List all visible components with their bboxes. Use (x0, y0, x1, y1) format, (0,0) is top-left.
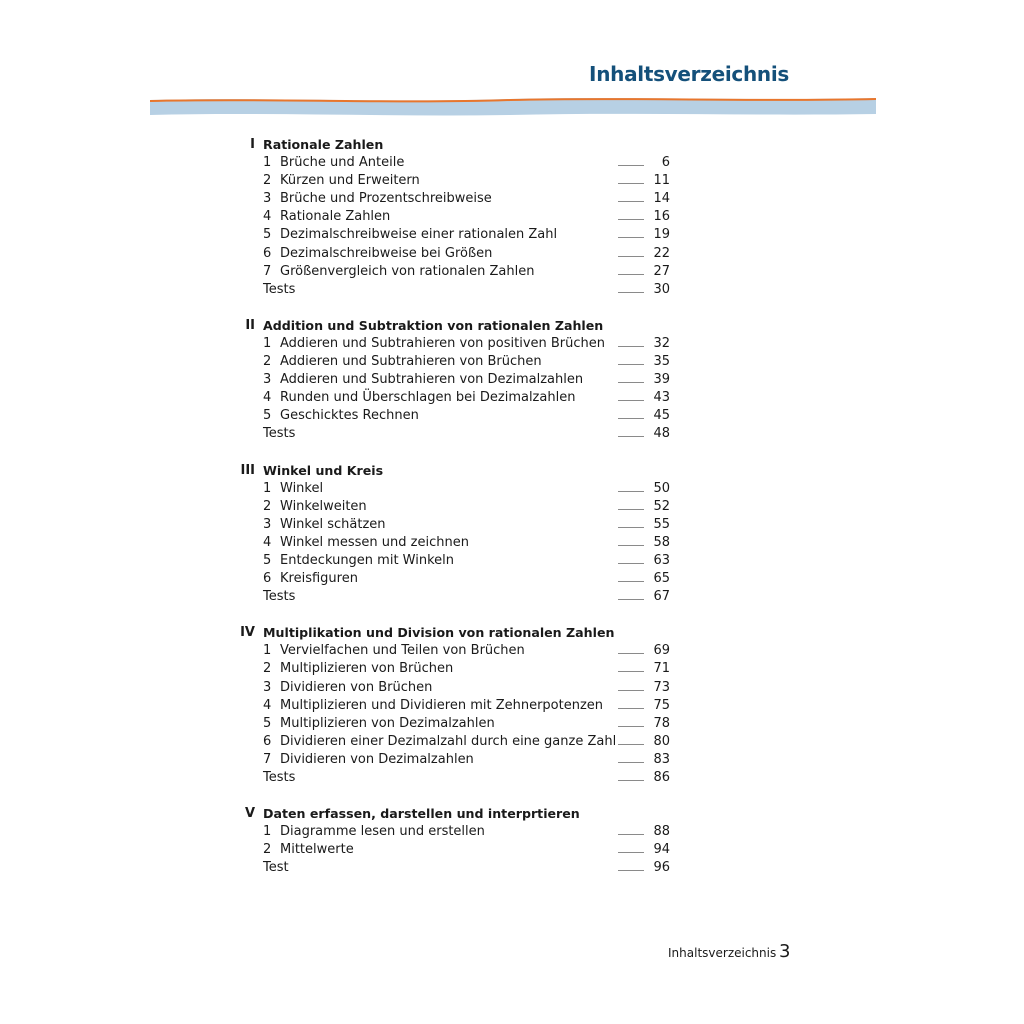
chapter-number: V (244, 806, 255, 822)
leader-line (618, 545, 644, 546)
chapter-number: II (245, 317, 255, 333)
toc-entry[interactable] (230, 480, 690, 498)
entry-label: Test (263, 860, 289, 876)
entry-number: 5 (263, 715, 272, 731)
toc-entry[interactable] (230, 660, 690, 678)
entry-page: 58 (653, 534, 670, 550)
entry-number: 6 (263, 571, 272, 587)
entry-page: 69 (653, 643, 670, 659)
toc-entry[interactable] (230, 154, 690, 172)
entry-number: 2 (263, 173, 272, 189)
entry-number: 2 (263, 498, 272, 514)
entry-label: Addieren und Subtrahieren von Dezimalzahlen (280, 372, 584, 388)
toc-entry[interactable] (230, 733, 690, 751)
entry-label: Kreisfiguren (280, 571, 358, 587)
toc-entry[interactable] (230, 841, 690, 859)
entry-page: 52 (653, 498, 670, 514)
entry-number: 5 (263, 227, 272, 243)
toc-entry[interactable] (230, 226, 690, 244)
chapter-title: Addition und Subtraktion von rationalen Zahlen (263, 317, 604, 333)
entry-label: Winkel schätzen (280, 516, 386, 532)
entry-label: Tests (263, 770, 296, 785)
leader-line (618, 183, 644, 184)
toc-entry[interactable] (230, 679, 690, 697)
entry-label: Größenvergleich von rationalen Zahlen (280, 263, 535, 279)
chapter-heading[interactable] (230, 624, 690, 642)
entry-page: 19 (653, 227, 670, 243)
chapter-title: Daten erfassen, darstellen und interprtieren (263, 806, 580, 822)
entry-label: Vervielfachen und Teilen von Brüchen (280, 643, 525, 659)
toc-entry[interactable] (230, 516, 690, 534)
entry-number: 3 (263, 679, 272, 695)
entry-label: Brüche und Prozentschreibweise (280, 191, 492, 207)
entry-number: 4 (263, 209, 272, 225)
leader-line (618, 418, 644, 419)
leader-line (618, 762, 644, 763)
entry-page: 43 (653, 390, 670, 406)
entry-number: 5 (263, 408, 272, 424)
toc-entry[interactable] (230, 552, 690, 570)
entry-page: 45 (653, 408, 670, 424)
entry-page: 88 (653, 824, 670, 840)
chapter-5 (230, 805, 690, 877)
entry-label: Tests (263, 281, 296, 297)
entry-label: Dezimalschreibweise einer rationalen Zahl (280, 227, 558, 243)
chapter-title: Rationale Zahlen (263, 137, 384, 152)
entry-label: Winkelweiten (280, 498, 367, 514)
entry-number: 1 (263, 643, 272, 659)
leader-line (618, 400, 644, 401)
leader-line (618, 690, 644, 691)
entry-page: 11 (653, 173, 670, 189)
entry-label: Rationale Zahlen (280, 209, 391, 225)
entry-label: Multiplizieren von Dezimalzahlen (280, 715, 495, 731)
leader-line (618, 671, 644, 672)
toc-entry[interactable] (230, 642, 690, 660)
toc-entry[interactable] (230, 570, 690, 588)
entry-label: Runden und Überschlagen bei Dezimalzahlen (280, 390, 576, 406)
toc-entry-tests[interactable] (230, 588, 690, 606)
toc-entry[interactable] (230, 335, 690, 353)
entry-page: 94 (653, 842, 670, 858)
entry-number: 6 (263, 245, 272, 261)
entry-number: 2 (263, 842, 272, 858)
toc-entry[interactable] (230, 353, 690, 371)
entry-number: 1 (263, 335, 272, 351)
leader-line (618, 346, 644, 347)
entry-number: 7 (263, 263, 272, 279)
toc-entry[interactable] (230, 190, 690, 208)
entry-page: 55 (653, 516, 670, 532)
toc-entry[interactable] (230, 371, 690, 389)
entry-label: Dividieren von Brüchen (280, 679, 433, 695)
footer-page-number: 3 (779, 941, 791, 962)
header-wave-band (150, 94, 876, 118)
entry-page: 86 (653, 770, 670, 785)
entry-label: Dividieren von Dezimalzahlen (280, 751, 474, 767)
entry-label: Mittelwerte (280, 842, 354, 858)
toc-entry[interactable] (230, 172, 690, 190)
entry-page: 75 (653, 697, 670, 713)
toc-entry[interactable] (230, 751, 690, 769)
entry-number: 3 (263, 516, 272, 532)
entry-label: Diagramme lesen und erstellen (280, 824, 485, 840)
entry-number: 5 (263, 552, 272, 568)
entry-page: 48 (653, 426, 670, 442)
entry-page: 73 (653, 679, 670, 695)
entry-number: 3 (263, 372, 272, 388)
toc-entry[interactable] (230, 498, 690, 516)
chapter-heading[interactable] (230, 462, 690, 480)
leader-line (618, 237, 644, 238)
chapter-heading[interactable] (230, 136, 690, 154)
toc-entry[interactable] (230, 263, 690, 281)
toc-entry-tests[interactable] (230, 281, 690, 299)
leader-line (618, 780, 644, 781)
leader-line (618, 726, 644, 727)
chapter-number: I (250, 137, 255, 152)
leader-line (618, 581, 644, 582)
entry-label: Tests (263, 589, 296, 605)
entry-page: 30 (653, 281, 670, 297)
leader-line (618, 274, 644, 275)
leader-line (618, 527, 644, 528)
leader-line (618, 436, 644, 437)
entry-page: 71 (653, 661, 670, 677)
entry-label: Multiplizieren von Brüchen (280, 661, 454, 677)
toc-entry[interactable] (230, 697, 690, 715)
entry-number: 4 (263, 390, 272, 406)
leader-line (618, 653, 644, 654)
entry-page: 67 (653, 589, 670, 605)
table-of-contents (230, 136, 690, 895)
leader-line (618, 744, 644, 745)
entry-number: 2 (263, 354, 272, 370)
toc-entry-tests[interactable] (230, 769, 690, 787)
entry-number: 1 (263, 824, 272, 840)
entry-number: 1 (263, 480, 272, 496)
leader-line (618, 292, 644, 293)
chapter-heading[interactable] (230, 805, 690, 823)
entry-number: 4 (263, 534, 272, 550)
entry-label: Dividieren einer Dezimalzahl durch eine ganze Zahl (280, 733, 617, 749)
footer-label: Inhaltsverzeichnis (668, 946, 777, 960)
toc-entry-tests[interactable] (230, 425, 690, 443)
entry-label: Winkel (280, 480, 324, 496)
chapter-3 (230, 462, 690, 607)
leader-line (618, 870, 644, 871)
entry-label: Addieren und Subtrahieren von Brüchen (280, 354, 542, 370)
entry-number: 3 (263, 191, 272, 207)
entry-page: 96 (653, 860, 670, 876)
chapter-number: III (240, 462, 255, 478)
chapter-1 (230, 136, 690, 299)
leader-line (618, 201, 644, 202)
toc-entry[interactable] (230, 823, 690, 841)
leader-line (618, 852, 644, 853)
entry-page: 6 (661, 155, 670, 171)
entry-page: 27 (653, 263, 670, 279)
entry-label: Kürzen und Erweitern (280, 173, 420, 189)
leader-line (618, 364, 644, 365)
leader-line (618, 165, 644, 166)
chapter-heading[interactable] (230, 317, 690, 335)
leader-line (618, 219, 644, 220)
entry-label: Dezimalschreibweise bei Größen (280, 245, 493, 261)
entry-page: 83 (653, 751, 670, 767)
chapter-2 (230, 317, 690, 444)
entry-page: 65 (653, 571, 670, 587)
entry-number: 1 (263, 155, 272, 171)
toc-entry[interactable] (230, 389, 690, 407)
entry-label: Tests (263, 426, 296, 442)
chapter-title: Winkel und Kreis (263, 462, 384, 478)
entry-label: Entdeckungen mit Winkeln (280, 552, 455, 568)
page-title: Inhaltsverzeichnis (589, 62, 789, 86)
entry-page: 32 (653, 335, 670, 351)
entry-number: 4 (263, 697, 272, 713)
leader-line (618, 509, 644, 510)
entry-page: 35 (653, 354, 670, 370)
entry-page: 80 (653, 733, 670, 749)
entry-page: 63 (653, 552, 670, 568)
chapter-title: Multiplikation und Division von rationalen Zahlen (263, 625, 615, 641)
entry-page: 39 (653, 372, 670, 388)
toc-entry-tests[interactable] (230, 859, 690, 877)
entry-page: 50 (653, 480, 670, 496)
chapter-4 (230, 624, 690, 787)
toc-entry[interactable] (230, 715, 690, 733)
leader-line (618, 599, 644, 600)
toc-entry[interactable] (230, 534, 690, 552)
entry-page: 14 (653, 191, 670, 207)
entry-label: Geschicktes Rechnen (280, 408, 419, 424)
toc-entry[interactable] (230, 208, 690, 226)
entry-page: 22 (653, 245, 670, 261)
chapter-number: IV (240, 625, 255, 641)
entry-number: 2 (263, 661, 272, 677)
leader-line (618, 256, 644, 257)
entry-page: 78 (653, 715, 670, 731)
entry-number: 7 (263, 751, 272, 767)
leader-line (618, 834, 644, 835)
entry-number: 6 (263, 733, 272, 749)
entry-page: 16 (653, 209, 670, 225)
leader-line (618, 563, 644, 564)
leader-line (618, 491, 644, 492)
toc-entry[interactable] (230, 245, 690, 263)
toc-entry[interactable] (230, 407, 690, 425)
leader-line (618, 382, 644, 383)
entry-label: Winkel messen und zeichnen (280, 534, 469, 550)
entry-label: Addieren und Subtrahieren von positiven Brüchen (280, 335, 606, 351)
leader-line (618, 708, 644, 709)
entry-label: Brüche und Anteile (280, 155, 405, 171)
entry-label: Multiplizieren und Dividieren mit Zehnerpotenzen (280, 697, 604, 713)
